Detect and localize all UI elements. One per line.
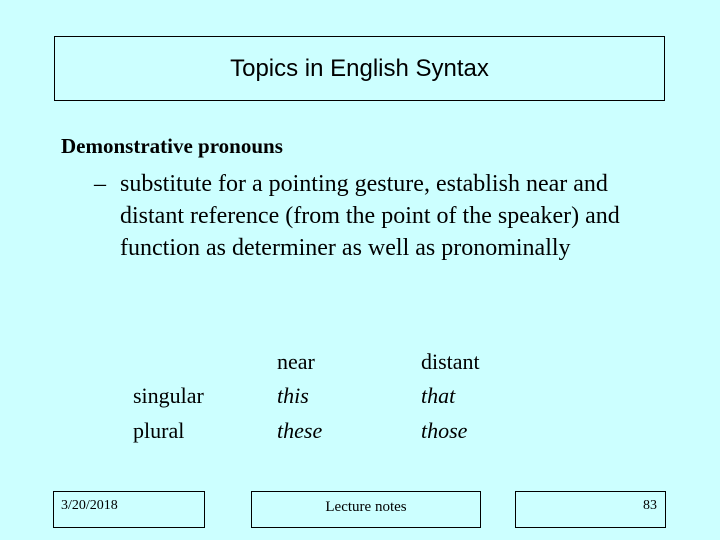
slide-title-box bbox=[54, 36, 665, 101]
footer-date-box bbox=[53, 491, 205, 528]
cell-plural-near: these bbox=[277, 418, 323, 443]
row-label-plural: plural bbox=[133, 418, 185, 443]
column-header-near: near bbox=[277, 349, 315, 374]
bullet-text: substitute for a pointing gesture, establish near and distant reference (from the point of the speaker) and function as determiner as well as pronominally bbox=[120, 171, 620, 261]
column-header-distant: distant bbox=[421, 349, 480, 374]
row-label-singular: singular bbox=[133, 383, 204, 408]
footer-notes-box bbox=[251, 491, 481, 528]
cell-singular-near: this bbox=[277, 383, 309, 408]
slide-title: Topics in English Syntax bbox=[230, 54, 489, 82]
footer-date: 3/20/2018 bbox=[61, 498, 118, 513]
footer-page-number: 83 bbox=[643, 498, 657, 513]
cell-plural-distant: those bbox=[421, 418, 468, 443]
bullet-dash: – bbox=[94, 171, 106, 197]
footer-notes: Lecture notes bbox=[325, 499, 407, 515]
section-heading: Demonstrative pronouns bbox=[61, 134, 283, 158]
footer-page-box bbox=[515, 491, 666, 528]
cell-singular-distant: that bbox=[421, 383, 456, 408]
bullet-point bbox=[94, 168, 654, 264]
